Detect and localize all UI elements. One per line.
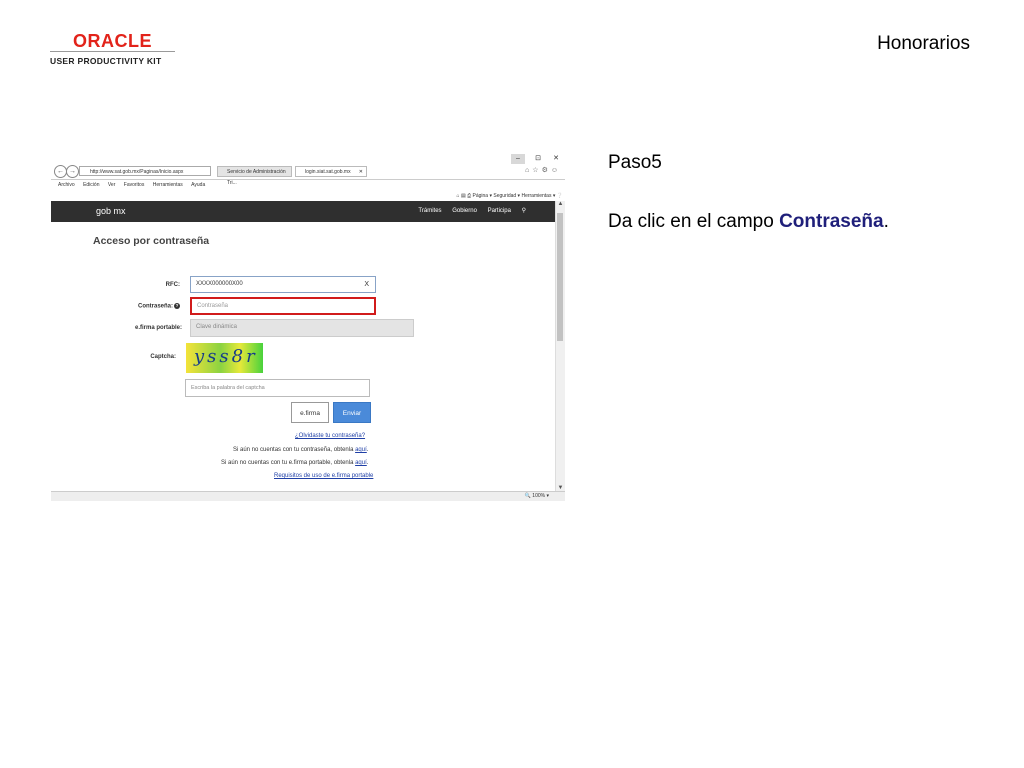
cmd-seguridad[interactable]: Seguridad ▾ (493, 193, 521, 199)
page-title: Acceso por contraseña (93, 235, 210, 247)
efirma-dynamic-key-field[interactable]: Clave dinámica (190, 319, 414, 337)
menu-favoritos[interactable]: Favoritos (123, 182, 145, 188)
gear-icon[interactable]: ⚙ (541, 167, 551, 174)
command-items (457, 191, 563, 201)
menu-archivo[interactable]: Archivo (58, 182, 75, 188)
cmd-herramientas[interactable]: Herramientas ▾ (521, 193, 556, 199)
oracle-upk-logo (50, 33, 175, 66)
search-icon[interactable]: ⚲ (521, 208, 526, 214)
obtain-efirma-text: Si aún no cuentas con tu e.firma portable, obtenla (221, 460, 356, 466)
upk-logo-subtitle: USER PRODUCTIVITY KIT (50, 56, 162, 66)
gob-nav (409, 207, 526, 214)
nav-gobierno[interactable]: Gobierno (452, 208, 477, 214)
back-arrow-icon[interactable]: ← (54, 165, 67, 178)
forgot-password-link[interactable]: ¿Olvidaste tu contraseña? (295, 433, 366, 439)
star-icon[interactable]: ☆ (532, 167, 542, 174)
requirements-link[interactable]: Requisitos de uso de e.firma portable (274, 473, 374, 479)
obtain-efirma-line: Si aún no cuentas con tu e.firma portable, obtenla aquí. (221, 460, 369, 466)
instruction-suffix: . (883, 211, 889, 232)
captcha-input[interactable]: Escriba la palabra del captcha (185, 379, 370, 397)
step-instruction (608, 211, 889, 233)
instruction-target: Contraseña (779, 211, 884, 232)
feeds-icon[interactable]: ▤ (460, 193, 466, 199)
command-bar (51, 191, 565, 201)
scroll-down-icon[interactable]: ▼ (557, 485, 564, 491)
nav-tramites[interactable]: Trámites (418, 208, 442, 214)
tab-login[interactable] (295, 166, 367, 177)
oracle-logo-text: ORACLE (73, 31, 152, 51)
smiley-icon[interactable]: ☺ (550, 167, 561, 174)
question-icon[interactable]: ? (175, 303, 179, 308)
home-icon[interactable]: ⌂ (525, 167, 533, 174)
enviar-button[interactable]: Enviar (333, 402, 371, 423)
logo-divider (50, 51, 175, 52)
captcha-image (186, 343, 263, 373)
cmd-pagina[interactable]: Página ▾ (472, 193, 492, 199)
address-bar[interactable]: http://www.sat.gob.mx/Paginas/Inicio.aspx (79, 166, 211, 176)
print-icon[interactable]: ⎙ (467, 193, 472, 199)
toolbar-icons (525, 166, 561, 174)
nav-participa[interactable]: Participa (487, 208, 511, 214)
scroll-thumb[interactable] (557, 213, 563, 341)
rfc-field[interactable] (190, 276, 376, 293)
scroll-up-icon[interactable]: ▲ (557, 201, 564, 207)
browser-screenshot (51, 153, 565, 501)
step-number: Paso5 (608, 152, 662, 173)
password-label: Contraseña: (137, 303, 173, 310)
obtain-password-line: Si aún no cuentas con tu contraseña, obtenla aquí. (233, 447, 369, 453)
instruction-prefix: Da clic en el campo (608, 211, 780, 232)
password-field[interactable]: Contraseña (190, 297, 376, 315)
efirma-button[interactable]: e.firma (291, 402, 329, 423)
forgot-password-line (295, 433, 365, 439)
captcha-label: Captcha: (150, 354, 176, 360)
captcha-text: yss8r (194, 346, 258, 367)
menu-ver[interactable]: Ver (107, 182, 116, 188)
close-tab-icon[interactable]: ✕ (358, 169, 363, 175)
menu-bar (51, 180, 565, 190)
menu-ayuda[interactable]: Ayuda (191, 182, 206, 188)
slide-title: Honorarios (877, 33, 970, 54)
requirements-line (274, 473, 373, 479)
rfc-label: RFC: (165, 282, 180, 288)
menu-edicion[interactable]: Edición (83, 182, 100, 188)
rfc-value: XXXX000000X00 (196, 281, 243, 287)
maximize-button[interactable]: ⊡ (535, 155, 541, 162)
forward-arrow-icon[interactable]: → (66, 165, 79, 178)
password-label-row (111, 303, 180, 310)
obtain-password-link[interactable]: aquí (355, 447, 367, 453)
menu-herramientas[interactable]: Herramientas (152, 182, 183, 188)
efirma-label: e.firma portable: (134, 325, 182, 331)
vertical-scrollbar[interactable] (555, 201, 565, 491)
web-page (51, 201, 556, 491)
obtain-efirma-link[interactable]: aquí (355, 460, 367, 466)
gob-logo[interactable]: gob mx (96, 206, 126, 216)
status-bar (51, 491, 565, 501)
tab-label: Servicio de Administración Tri... (227, 169, 286, 186)
obtain-password-text: Si aún no cuentas con tu contraseña, obtenla (233, 447, 356, 453)
help-icon[interactable]: ❔ (556, 193, 563, 199)
tab-label: login.siat.sat.gob.mx (305, 169, 351, 175)
clear-icon[interactable]: X (364, 281, 369, 288)
home-cmd-icon[interactable]: ⌂ (456, 193, 460, 199)
gob-header-bar (51, 201, 556, 222)
tab-sat[interactable] (217, 166, 292, 186)
minimize-button[interactable]: – (511, 154, 525, 164)
zoom-level[interactable]: 🔍 100% ▾ (524, 493, 549, 499)
close-window-button[interactable]: ✕ (553, 155, 559, 162)
